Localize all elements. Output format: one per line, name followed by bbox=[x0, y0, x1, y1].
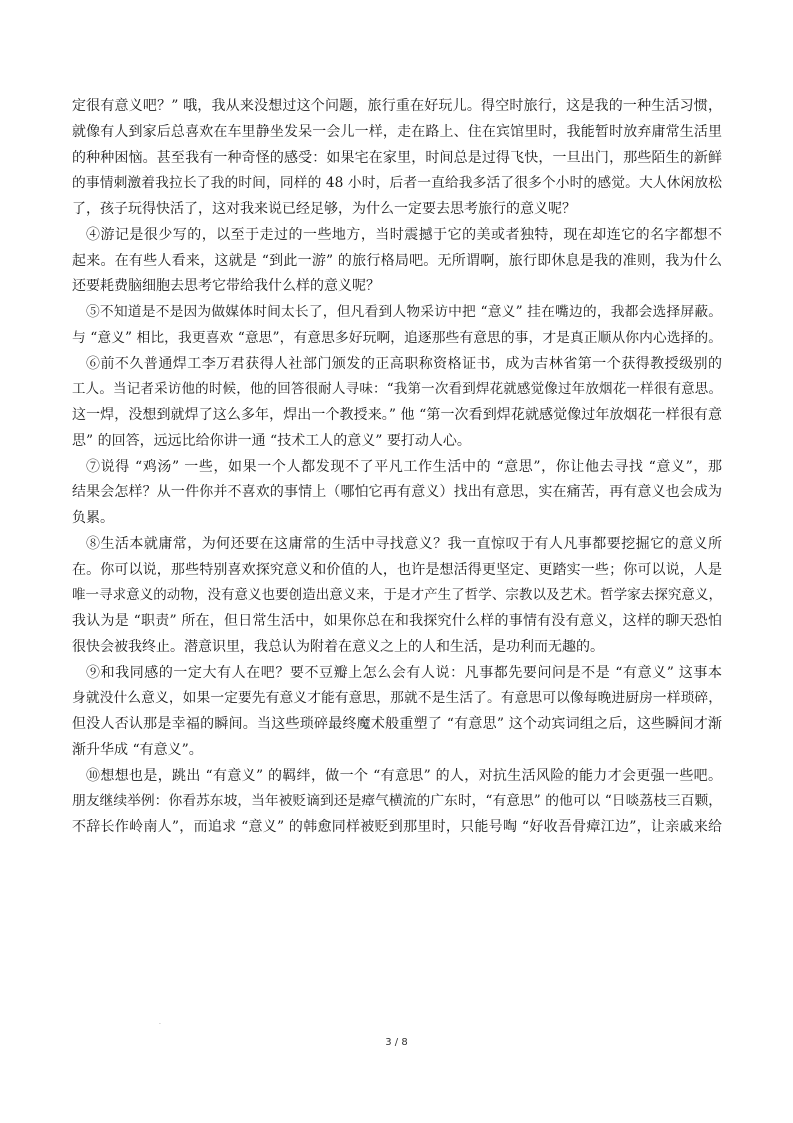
paragraph-9-line: 但没人否认那是幸福的瞬间。当这些琐碎最终魔术般重塑了 “有意思” 这个动宾词组之后，这些瞬间才渐 bbox=[72, 716, 722, 732]
text-line: 定很有意义吧？” 哦，我从来没想过这个问题，旅行重在好玩儿。得空时旅行，这是我的一种生活习惯， bbox=[72, 98, 722, 114]
paragraph-6-line: 工人。当记者采访他的时候，他的回答很耐人寻味：“我第一次看到焊花就感觉像过年放烟花一样很有意思。 bbox=[72, 381, 722, 398]
paragraph-10-line: ⑩想想也是，跳出 “有意义” 的羁绊，做一个 “有意思” 的人，对抗生活风险的能力才会更强一些吧。 bbox=[86, 767, 722, 784]
paragraph-4-line: 还要耗费脑细胞去思考它带给我什么样的意义呢？ bbox=[72, 278, 380, 295]
paragraph-10-line: 朋友继续举例：你看苏东坡，当年被贬谪到还是瘴气横流的广东时，“有意思” 的他可以 “日啖荔枝三百颗， bbox=[72, 793, 722, 810]
text-line: 的事情刺激着我拉长了我的时间，同样的 48 小时，后者一直给我多活了很多个小时的感觉。大人休闲放松 bbox=[72, 175, 722, 192]
paragraph-6-line: 思” 的回答，远远比给你讲一通 “技术工人的意义” 要打动人心。 bbox=[72, 432, 471, 449]
paragraph-8-line: 我认为是 “职责” 所在，但日常生活中，如果你总在和我探究什么样的事情有没有意义，这样的聊天恐怕 bbox=[72, 613, 722, 629]
paragraph-4-line: 起来。在有些人看来，这就是 “到此一游” 的旅行格局吧。无所谓啊，旅行即休息是我的准则，我为什么 bbox=[72, 252, 722, 269]
paragraph-10-line: 不辞长作岭南人”，而追求 “意义” 的韩愈同样被贬到那里时，只能号啕 “好收吾骨瘴江边”，让亲戚来给 bbox=[72, 819, 722, 835]
paragraph-8-line: 很快会被我终止。潜意识里，我总认为附着在意义之上的人和生活，是功利而无趣的。 bbox=[72, 638, 604, 655]
paragraph-9-line: 渐升华成 “有意义”。 bbox=[72, 741, 203, 758]
paragraph-8-line: 在。你可以说，那些特别喜欢探究意义和价值的人，也许是想活得更坚定、更踏实一些；你可以说，人是 bbox=[72, 561, 722, 578]
text-line: 的种种困恼。甚至我有一种奇怪的感受：如果宅在家里，时间总是过得飞快，一旦出门，那些陌生的新鲜 bbox=[72, 149, 722, 166]
text-line: 就像有人到家后总喜欢在车里静坐发呆一会儿一样，走在路上、住在宾馆里时，我能暂时放弃庸常生活里 bbox=[72, 123, 722, 140]
paragraph-7-line: 负累。 bbox=[72, 510, 114, 526]
stray-mark: · bbox=[159, 1021, 161, 1028]
paragraph-5-line: 与 “意义” 相比，我更喜欢 “意思”，有意思多好玩啊，追逐那些有意思的事，才是真正顺从你内心选择的。 bbox=[72, 329, 722, 346]
paragraph-6-line: 这一焊，没想到就焊了这么多年，焊出一个教授来。” 他 “第一次看到焊花就感觉像过年放烟花一样很有意 bbox=[72, 407, 722, 423]
paragraph-6-line: ⑥前不久普通焊工李万君获得人社部门颁发的正高职称资格证书，成为吉林省第一个获得教授级别的 bbox=[86, 355, 722, 372]
paragraph-7-line: 结果会怎样？从一件你并不喜欢的事情上（哪怕它再有意义）找出有意思，实在痛苦，再有意义也会成为 bbox=[72, 484, 722, 501]
paragraph-5-line: ⑤不知道是不是因为做媒体时间太长了，但凡看到人物采访中把 “意义” 挂在嘴边的，我都会选择屏蔽。 bbox=[86, 304, 722, 320]
paragraph-8-line: 唯一寻求意义的动物，没有意义也要创造出意义来，于是才产生了哲学、宗教以及艺术。哲学家去探究意义， bbox=[72, 587, 722, 604]
paragraph-4-line: ④游记是很少写的，以至于走过的一些地方，当时震撼于它的美或者独特，现在却连它的名字都想不 bbox=[86, 226, 722, 243]
paragraph-9-line: 身就没什么意义，如果一定要先有意义才能有意思，那就不是生活了。有意思可以像每晚进厨房一样琐碎， bbox=[72, 690, 722, 707]
body-text bbox=[72, 94, 722, 841]
paragraph-8-line: ⑧生活本就庸常，为何还要在这庸常的生活中寻找意义？我一直惊叹于有人凡事都要挖掘它的意义所 bbox=[86, 535, 722, 552]
paragraph-7-line: ⑦说得 “鸡汤” 一些，如果一个人都发现不了平凡工作生活中的 “意思”，你让他去寻找 “意义”，那 bbox=[86, 458, 722, 475]
paragraph-9-line: ⑨和我同感的一定大有人在吧？要不豆瓣上怎么会有人说：凡事都先要问问是不是 “有意义” 这事本 bbox=[86, 664, 722, 681]
page-number: 3 / 8 bbox=[385, 1037, 408, 1048]
text-line: 了，孩子玩得快活了，这对我来说已经足够，为什么一定要去思考旅行的意义呢？ bbox=[72, 201, 576, 217]
